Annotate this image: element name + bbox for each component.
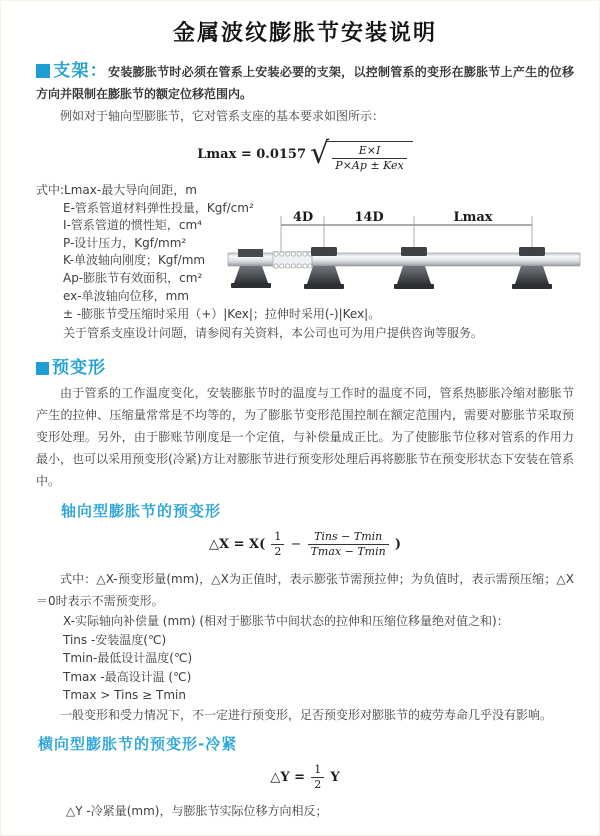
axial-definition-item: Tmin-最低设计温度(℃) xyxy=(63,651,193,666)
support-section-heading xyxy=(36,61,108,81)
dim-label-4d: 4D xyxy=(292,210,314,225)
support-example-line: 例如对于轴向型膨胀节，它对管系支座的基本要求如图所示： xyxy=(60,109,385,123)
sqrt-expression xyxy=(310,136,413,173)
support-intro-text: 安装膨胀节时必须在管系上安装必要的支架，以控制管系的变形在膨胀节上产生的位移方向并限制在膨胀节的额定位移范围内。 xyxy=(36,65,574,101)
lmax-formula xyxy=(36,136,574,173)
bellows-section xyxy=(273,252,312,269)
dim-label-14d: 14D xyxy=(354,210,384,225)
lmax-fraction xyxy=(330,144,408,173)
section-square-icon xyxy=(36,64,50,78)
axial-pipe-support-diagram xyxy=(226,209,584,305)
consulting-note: 关于管系支座设计问题，请参阅有关资料，本公司也可为用户提供咨询等服务。 xyxy=(63,326,484,341)
one-half-fraction xyxy=(269,530,286,559)
plus-minus-note: ± -膨胀节受压缩时采用（+）|Kex|；拉伸时采用(-)|Kex|。 xyxy=(63,307,381,322)
temp-denominator: Tmax − Tmin xyxy=(310,545,386,559)
delta-x-rhs: ) xyxy=(394,537,401,553)
temp-numerator: Tins − Tmin xyxy=(308,530,389,545)
lateral-subsection-heading: 横向型膨胀节的预变形-冷紧 xyxy=(38,734,238,753)
temperature-fraction xyxy=(306,530,391,559)
definition-item: P-设计压力，Kgf/mm² xyxy=(63,235,187,250)
definitions-and-diagram xyxy=(36,182,574,305)
dimension-line xyxy=(281,210,532,253)
lmax-denominator: P×Ap ± Kex xyxy=(335,159,404,172)
lmax-formula-lhs: Lmax = 0.0157 xyxy=(197,147,307,162)
definition-item: 式中:Lmax-最大导向间距，m xyxy=(36,183,197,197)
definition-item: ex-单波轴向位移，mm xyxy=(63,288,189,303)
definition-item: Ap-膨胀节有效面积，cm² xyxy=(63,270,203,285)
support-intro-paragraph xyxy=(36,60,574,105)
axial-definition-item: Tmax > Tins ≥ Tmin xyxy=(63,688,186,703)
delta-y-rhs: Y xyxy=(330,769,340,785)
axial-definitions-list xyxy=(63,612,574,705)
root-content xyxy=(326,141,412,173)
delta-y-formula xyxy=(36,763,574,792)
axial-definition-item: X-实际轴向补偿量 (mm) (相对于膨胀节中间状态的拉伸和压缩位移量绝对值之和)： xyxy=(63,614,509,629)
definition-item: I-管系管道的惯性矩，cm⁴ xyxy=(63,218,202,233)
dim-label-lmax: Lmax xyxy=(453,210,493,225)
section-square-icon xyxy=(36,362,49,375)
axial-definition-item: Tmax -最高设计温 (℃) xyxy=(63,669,192,684)
one-half-fraction xyxy=(309,763,326,792)
radical-sign-icon: √ xyxy=(310,136,330,171)
definition-item: K-单波轴向刚度；Kgf/mm xyxy=(63,253,206,268)
half-denominator: 2 xyxy=(274,545,282,559)
delta-y-lhs: △Y = xyxy=(270,769,306,785)
axial-definition-item: Tins -安装温度(℃) xyxy=(63,632,167,647)
delta-x-lhs: △X = X( xyxy=(209,537,266,553)
delta-x-formula xyxy=(36,530,574,559)
support-heading-label: 支架： xyxy=(53,61,109,81)
page-title: 金属波纹膨胀节安装说明 xyxy=(172,21,437,46)
definition-item: E-管系管道材料弹性投量，Kgf/cm² xyxy=(63,200,254,215)
axial-general-note: 一般变形和受力情况下，不一定进行预变形，足否预变形对膨胀节的疲劳寿命几乎没有影响。 xyxy=(60,707,553,722)
predeform-section-heading xyxy=(36,353,574,378)
delta-x-explanation: 式中：△X-预变形量(mm)，△X为正值时，表示膨张节需预拉伸；为负值时，表示需预压缩；△X＝0时表示不需预变形。 xyxy=(36,572,574,609)
minus-sign: − xyxy=(290,537,302,553)
predeform-paragraph: 由于管系的工作温度变化，安装膨胀节时的温度与工作时的温度不同，管系热膨胀冷缩对膨胀节产生的拉伸、压缩量常常是不均等的，为了膨胀节变形范围控制在额定范围内，需要对膨胀节采取预变形处理。另外，由于膨账节刚度是一个定值，与补偿量成正比。为了使膨胀节位移对管系的作用力最小，也可以采用预变形(冷紧)方让对膨胀节进行预变形处理后再将膨胀节在预变形状态下安装在管系中。 xyxy=(36,386,574,489)
half-numerator: 1 xyxy=(311,763,324,778)
half-denominator: 2 xyxy=(314,777,322,791)
delta-y-note: △Y -冷紧量(mm)，与膨胀节实际位移方向相反； xyxy=(66,803,328,818)
predeform-heading-label: 预变形 xyxy=(52,358,106,379)
lmax-numerator: E×I xyxy=(332,144,406,159)
axial-subsection-heading: 轴向型膨胀节的预变形 xyxy=(61,502,222,521)
half-numerator: 1 xyxy=(271,530,284,545)
